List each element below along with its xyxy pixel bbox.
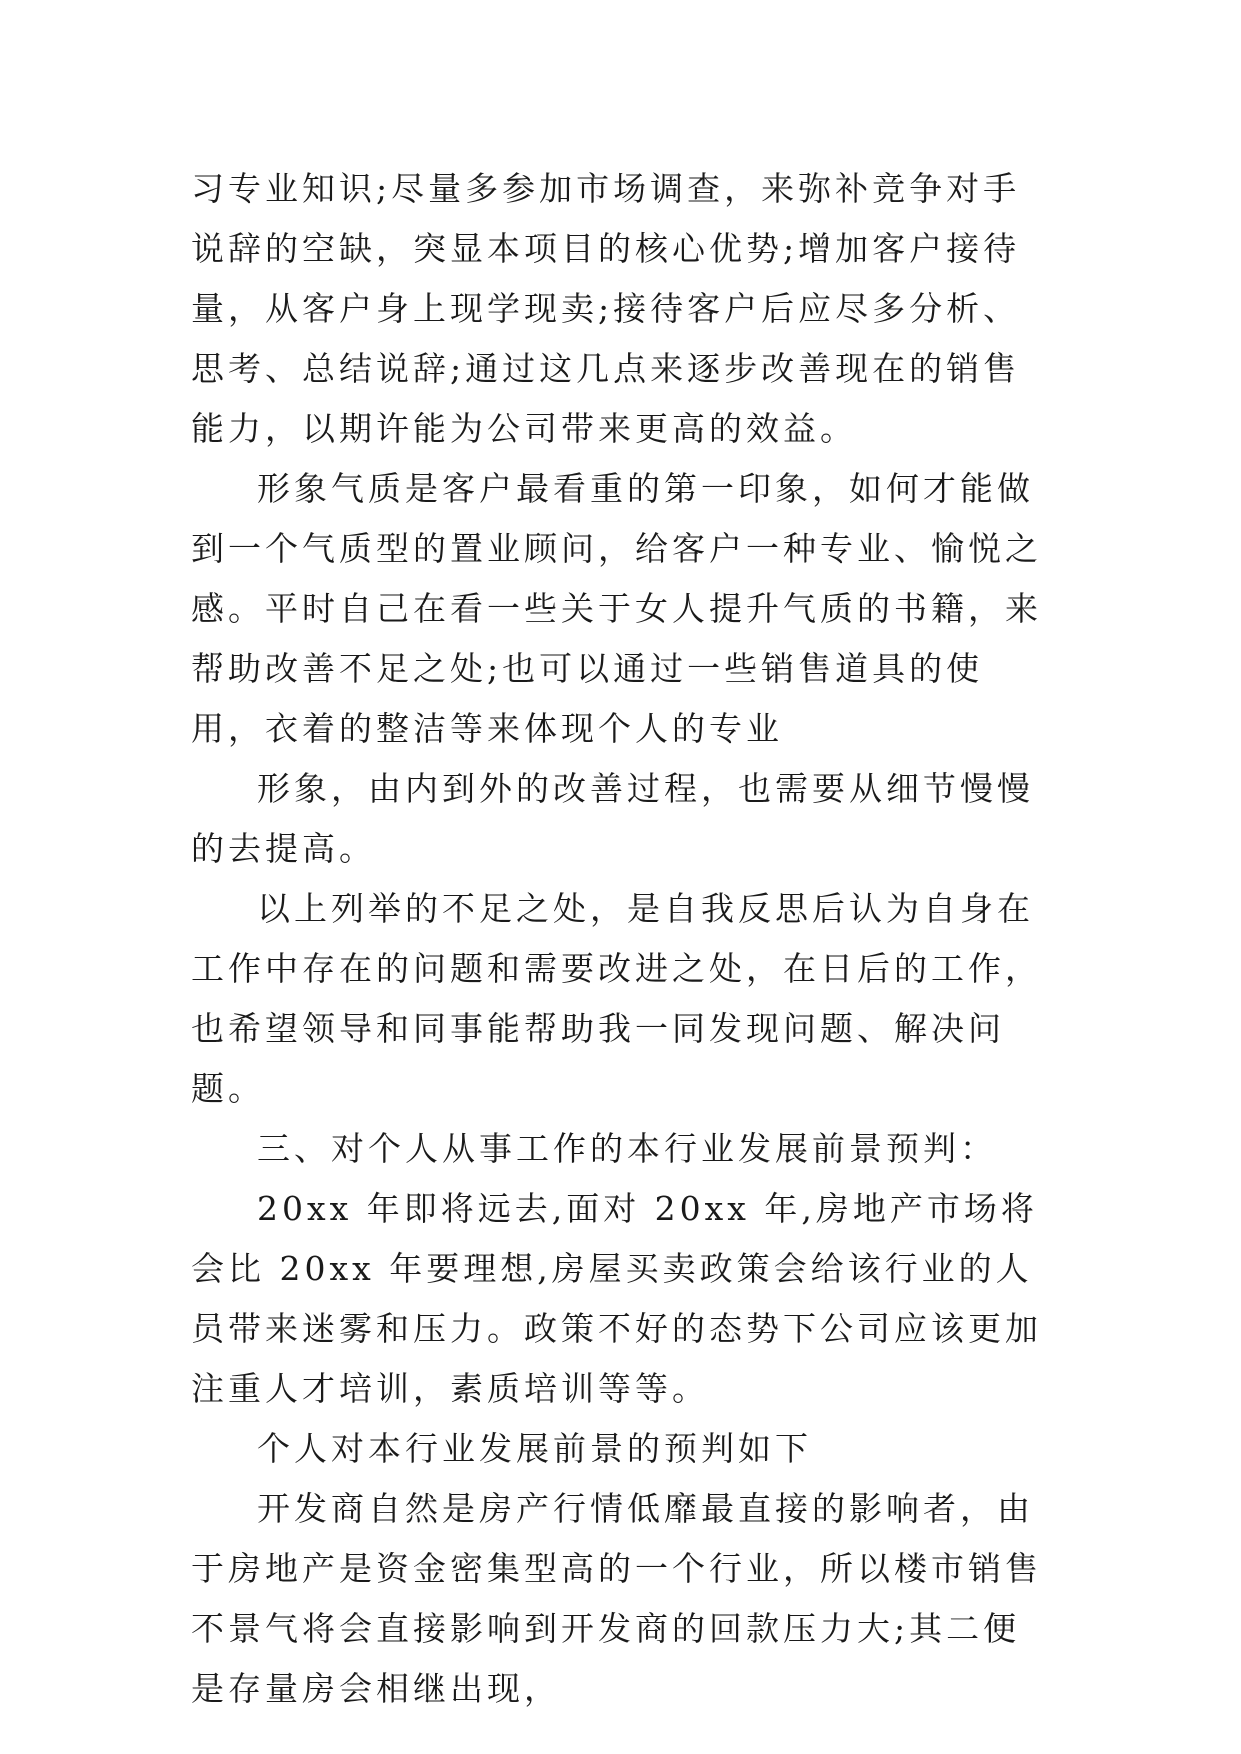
paragraph-7: 开发商自然是房产行情低靡最直接的影响者，由于房地产是资金密集型高的一个行业，所以楼市销售不景气将会直接影响到开发商的回款压力大;其二便是存量房会相继出现， <box>191 1489 1042 1708</box>
section-heading-3: 三、对个人从事工作的本行业发展前景预判： <box>257 1129 997 1168</box>
paragraph-5: 20xx 年即将远去,面对 20xx 年,房地产市场将会比 20xx 年要理想,房屋买卖政策会给该行业的人员带来迷雾和压力。政策不好的态势下公司应该更加注重人才培训，素质培训等等。 <box>191 1189 1042 1408</box>
paragraph-4: 以上列举的不足之处，是自我反思后认为自身在工作中存在的问题和需要改进之处，在日后的工作，也希望领导和同事能帮助我一同发现问题、解决问题。 <box>191 889 1042 1108</box>
paragraph-1: 习专业知识;尽量多参加市场调查，来弥补竞争对手说辞的空缺，突显本项目的核心优势;增加客户接待量，从客户身上现学现卖;接待客户后应尽多分析、思考、总结说辞;通过这几点来逐步改善现在的销售能力，以期许能为公司带来更高的效益。 <box>191 169 1021 448</box>
paragraph-2: 形象气质是客户最看重的第一印象，如何才能做到一个气质型的置业顾问，给客户一种专业、愉悦之感。平时自己在看一些关于女人提升气质的书籍，来帮助改善不足之处;也可以通过一些销售道具的使用，衣着的整洁等来体现个人的专业 <box>191 469 1042 748</box>
paragraph-3: 形象，由内到外的改善过程，也需要从细节慢慢的去提高。 <box>191 769 1034 868</box>
document-body <box>191 159 1051 1719</box>
paragraph-6: 个人对本行业发展前景的预判如下 <box>257 1429 812 1468</box>
